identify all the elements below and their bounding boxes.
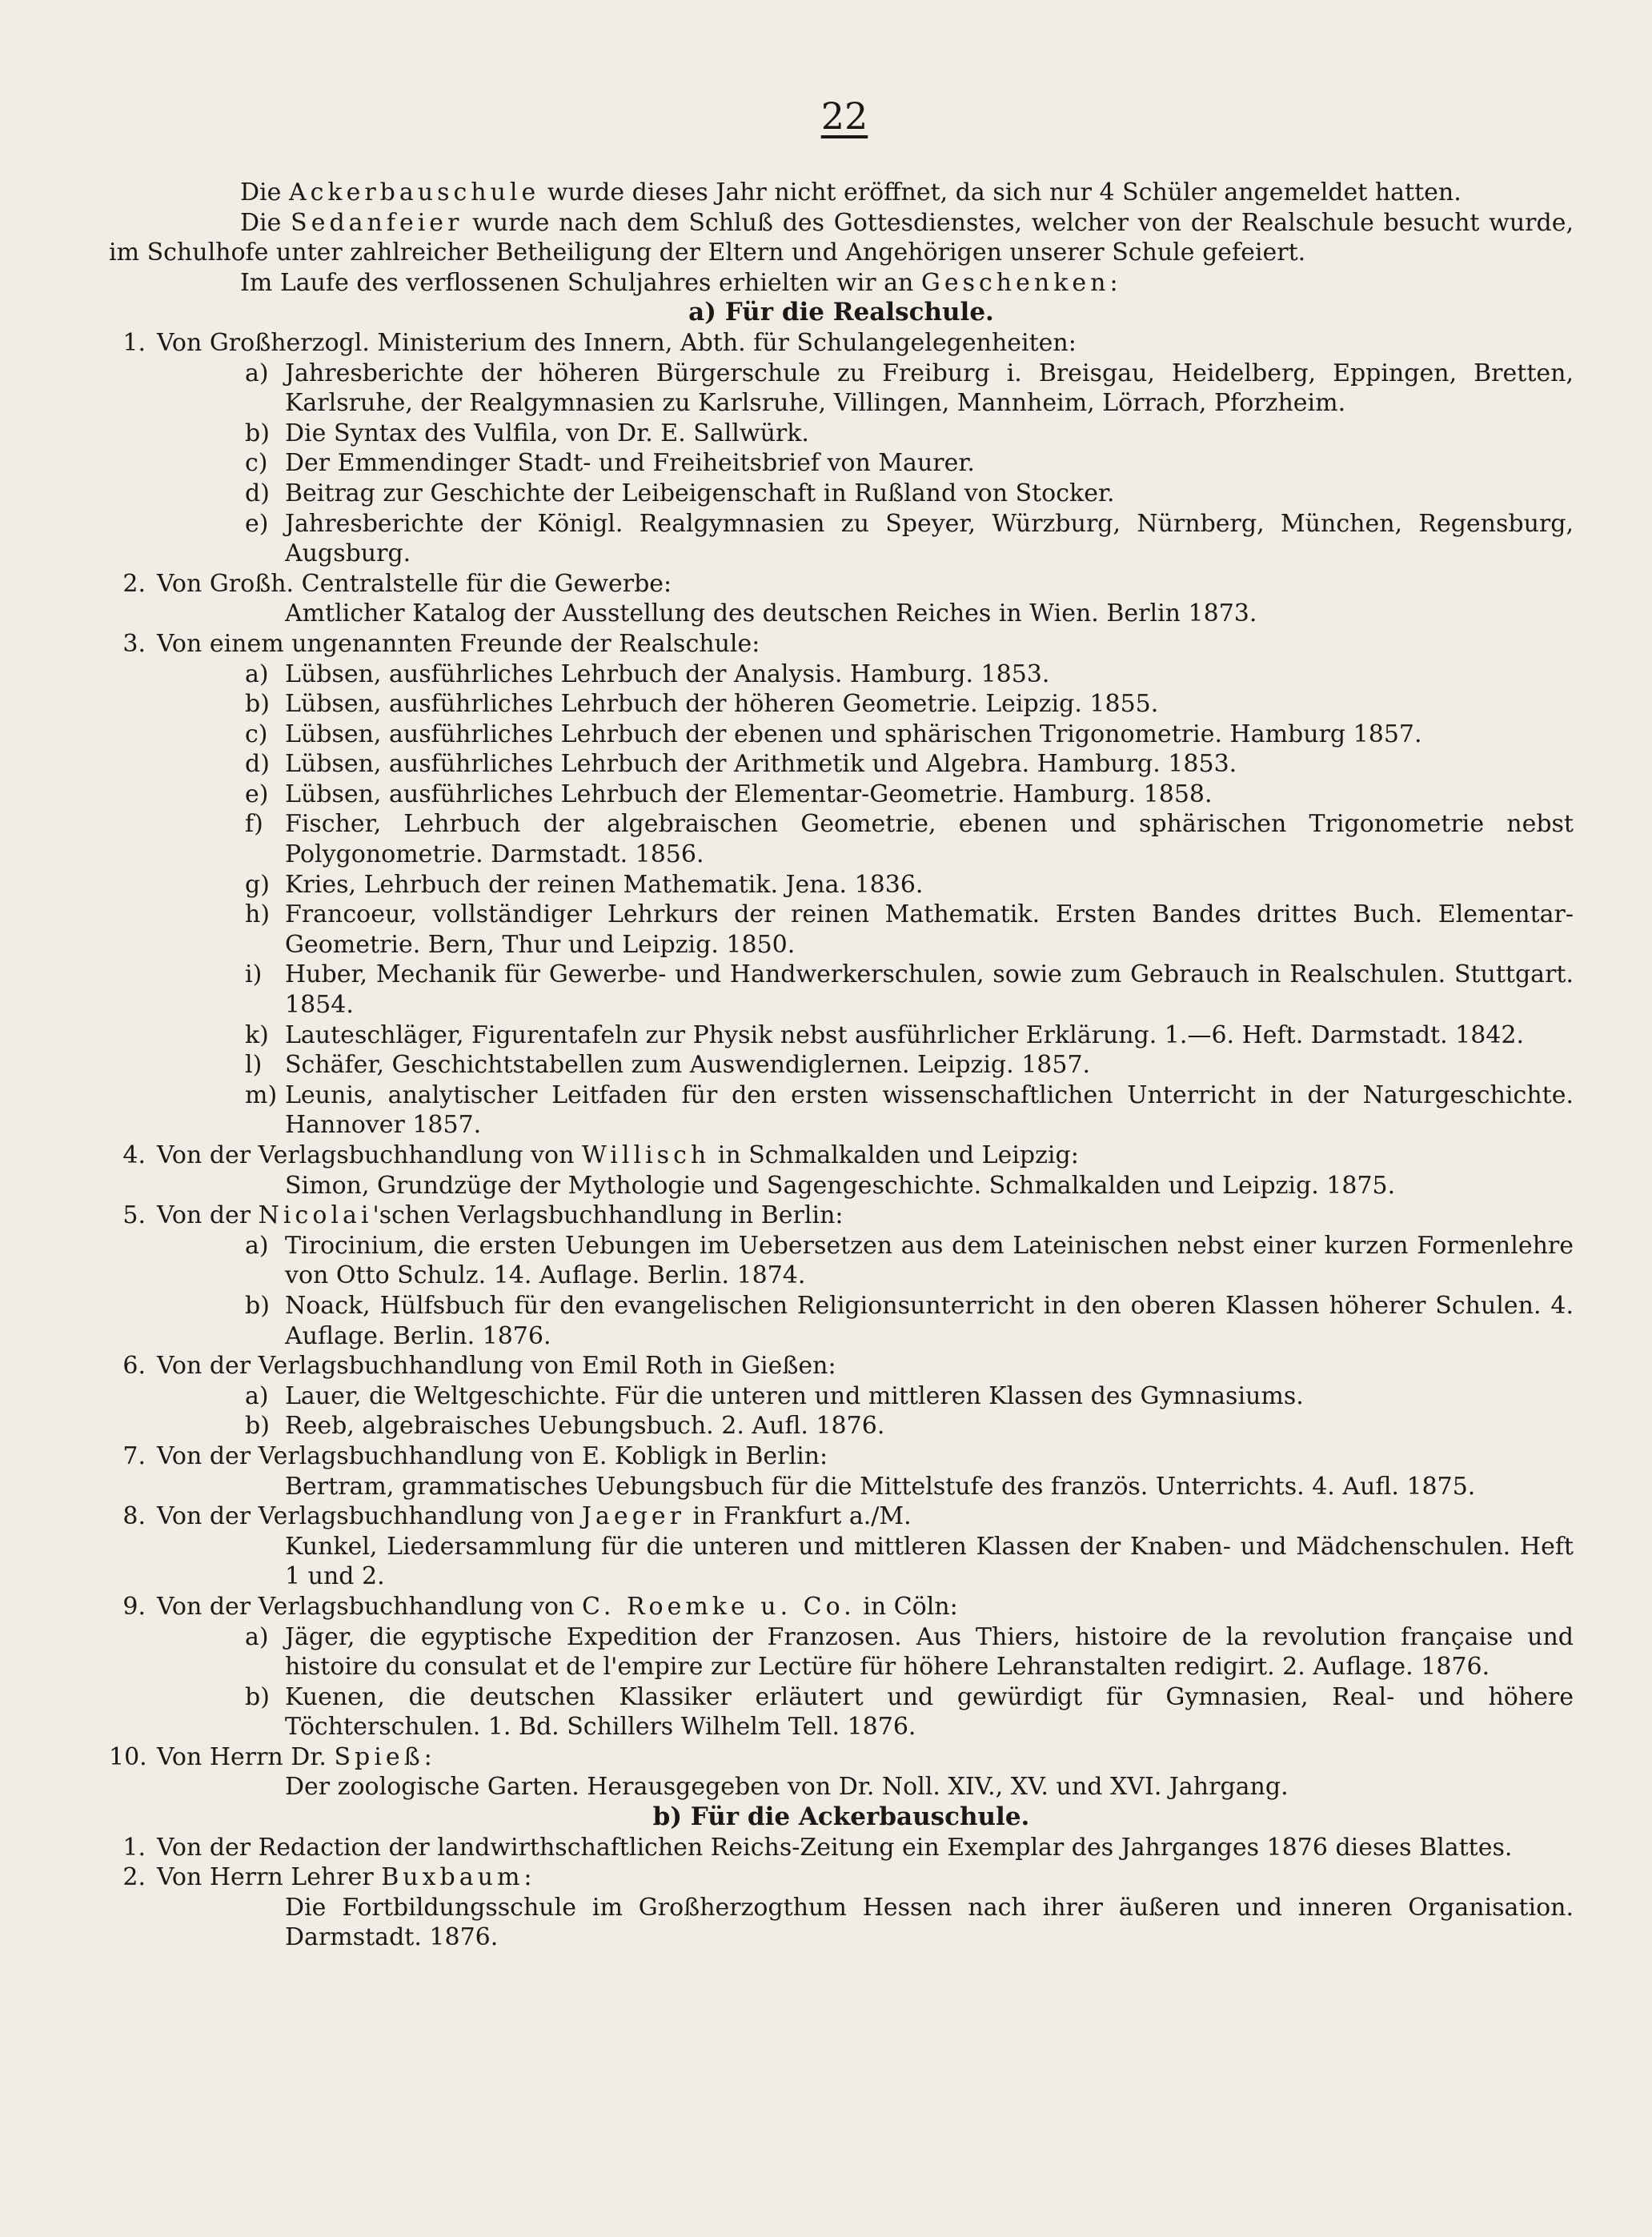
item-number: 2. bbox=[122, 1863, 146, 1892]
item-text: Von Herrn Dr. Spieß: bbox=[157, 1742, 432, 1771]
item-entry: Bertram, grammatisches Uebungsbuch für die Mittelstufe des französ. Unterrichts. 4. Aufl. 1875. bbox=[285, 1472, 1476, 1501]
sub-item: i) Huber, Mechanik für Gewerbe- und Handwerkerschulen, sowie zum Gebrauch in Realschulen. Stuttgart. 1854. bbox=[245, 960, 1574, 1020]
item-number: 3. bbox=[122, 629, 146, 658]
sub-item: d) Lübsen, ausführliches Lehrbuch der Arithmetik und Algebra. Hamburg. 1853. bbox=[245, 750, 1237, 779]
list-item bbox=[109, 328, 1574, 359]
sub-item: b) Reeb, algebraisches Uebungsbuch. 2. Aufl. 1876. bbox=[245, 1412, 885, 1441]
list-item bbox=[109, 1742, 1574, 1773]
list-item bbox=[109, 1141, 1574, 1171]
sub-item: m) Leunis, analytischer Leitfaden für den ersten wissenschaftlichen Unterricht in der Naturgeschichte. Hannover 1857. bbox=[245, 1080, 1574, 1140]
sub-item: b) Noack, Hülfsbuch für den evangelischen Religionsunterricht in den oberen Klassen höherer Schulen. 4. Auflage. Berlin. 1876. bbox=[245, 1291, 1574, 1350]
item-number: 1. bbox=[122, 1833, 146, 1862]
paragraph-geschenke: Im Laufe des verflossenen Schuljahres erhielten wir an Geschenken: bbox=[240, 268, 1122, 297]
item-text: Von der Verlagsbuchhandlung von Emil Roth in Gießen: bbox=[157, 1352, 836, 1381]
sub-item: k) Lauteschläger, Figurentafeln zur Physik nebst ausführlicher Erklärung. 1.—6. Heft. Darmstadt. 1842. bbox=[245, 1020, 1525, 1049]
list-item bbox=[109, 1833, 1574, 1863]
sub-item: h) Francoeur, vollständiger Lehrkurs der reinen Mathematik. Ersten Bandes drittes Buch. Elementar-Geometrie. Bern, Thur und Leipzig. 1850. bbox=[245, 900, 1574, 959]
list-item bbox=[109, 629, 1574, 659]
item-text: Von einem ungenannten Freunde der Realschule: bbox=[157, 629, 760, 658]
item-number: 1. bbox=[122, 328, 146, 357]
item-text: Von der Redaction der landwirthschaftlichen Reichs-Zeitung ein Exemplar des Jahrganges 1876 dieses Blattes. bbox=[157, 1833, 1513, 1862]
sub-item: d) Beitrag zur Geschichte der Leibeigenschaft in Rußland von Stocker. bbox=[245, 479, 1115, 507]
item-entry: Amtlicher Katalog der Ausstellung des deutschen Reiches in Wien. Berlin 1873. bbox=[285, 599, 1257, 628]
item-number: 8. bbox=[122, 1502, 146, 1531]
page-number: 22 bbox=[820, 94, 868, 138]
item-text: Von Herrn Lehrer Buxbaum: bbox=[157, 1863, 532, 1892]
list-item bbox=[109, 1592, 1574, 1622]
sub-item: c) Lübsen, ausführliches Lehrbuch der ebenen und sphärischen Trigonometrie. Hamburg 1857. bbox=[245, 720, 1422, 748]
sub-item: l) Schäfer, Geschichtstabellen zum Auswendiglernen. Leipzig. 1857. bbox=[245, 1051, 1091, 1080]
spaced-term: Sedanfeier bbox=[291, 208, 463, 237]
item-entry: Simon, Grundzüge der Mythologie und Sagengeschichte. Schmalkalden und Leipzig. 1875. bbox=[285, 1171, 1396, 1200]
sub-item: a) Tirocinium, die ersten Uebungen im Uebersetzen aus dem Lateinischen nebst einer kurzen Formenlehre von Otto Schulz. 14. Auflage. Berlin. 1874. bbox=[245, 1231, 1574, 1290]
sub-item: g) Kries, Lehrbuch der reinen Mathematik. Jena. 1836. bbox=[245, 870, 924, 899]
sub-item: a) Lauer, die Weltgeschichte. Für die unteren und mittleren Klassen des Gymnasiums. bbox=[245, 1381, 1304, 1410]
section-heading-ackerbauschule: b) Für die Ackerbauschule. bbox=[652, 1802, 1030, 1832]
spaced-term: Geschenken: bbox=[920, 268, 1122, 297]
item-number: 2. bbox=[122, 569, 146, 598]
sub-item: c) Der Emmendinger Stadt- und Freiheitsbrief von Maurer. bbox=[245, 449, 975, 478]
item-number: 9. bbox=[122, 1592, 146, 1621]
list-item bbox=[109, 1441, 1574, 1472]
item-text: Von der Verlagsbuchhandlung von C. Roemke u. Co. in Cöln: bbox=[157, 1592, 958, 1621]
sub-item: e) Lübsen, ausführliches Lehrbuch der Elementar-Geometrie. Hamburg. 1858. bbox=[245, 780, 1213, 808]
paragraph-sedanfeier: Die Sedanfeier wurde nach dem Schluß des Gottesdienstes, welcher von der Realschule besucht wurde, im Schulhofe unter zahlreicher Betheiligung der Eltern und Angehörigen unserer Schule gefeiert. bbox=[109, 208, 1574, 267]
page-body bbox=[109, 178, 1574, 1953]
list-item bbox=[109, 569, 1574, 599]
section-heading-realschule: a) Für die Realschule. bbox=[688, 298, 994, 327]
sub-item: f) Fischer, Lehrbuch der algebraischen Geometrie, ebenen und sphärischen Trigonometrie nebst Polygonometrie. Darmstadt. 1856. bbox=[245, 810, 1574, 869]
item-text: Von der Nicolai'schen Verlagsbuchhandlung in Berlin: bbox=[157, 1201, 844, 1230]
item-entry: Kunkel, Liedersammlung für die unteren und mittleren Klassen der Knaben- und Mädchenschulen. Heft 1 und 2. bbox=[285, 1532, 1574, 1591]
item-entry: Die Fortbildungsschule im Großherzogthum Hessen nach ihrer äußeren und inneren Organisation. Darmstadt. 1876. bbox=[285, 1893, 1574, 1952]
item-text: Von der Verlagsbuchhandlung von Jaeger in Frankfurt a./M. bbox=[157, 1502, 912, 1531]
paragraph-ackerbauschule: Die Ackerbauschule wurde dieses Jahr nicht eröffnet, da sich nur 4 Schüler angemeldet hatten. bbox=[240, 178, 1462, 206]
list-item bbox=[109, 1501, 1574, 1532]
sub-item: e) Jahresberichte der Königl. Realgymnasien zu Speyer, Würzburg, Nürnberg, München, Regensburg, Augsburg. bbox=[245, 509, 1574, 568]
item-number: 5. bbox=[122, 1201, 146, 1230]
item-text: Von Großh. Centralstelle für die Gewerbe: bbox=[157, 569, 672, 598]
item-number: 6. bbox=[122, 1352, 146, 1381]
item-text: Von der Verlagsbuchhandlung von E. Kobligk in Berlin: bbox=[157, 1441, 828, 1470]
list-item bbox=[109, 1201, 1574, 1231]
item-number: 10. bbox=[109, 1742, 147, 1771]
item-text: Von der Verlagsbuchhandlung von Willisch in Schmalkalden und Leipzig: bbox=[157, 1141, 1079, 1169]
sub-item: b) Lübsen, ausführliches Lehrbuch der höheren Geometrie. Leipzig. 1855. bbox=[245, 690, 1159, 719]
item-text: Von Großherzogl. Ministerium des Innern, Abth. für Schulangelegenheiten: bbox=[157, 328, 1077, 357]
list-item bbox=[109, 1862, 1574, 1893]
item-entry: Der zoologische Garten. Herausgegeben von Dr. Noll. XIV., XV. und XVI. Jahrgang. bbox=[285, 1773, 1289, 1802]
sub-item: b) Die Syntax des Vulfila, von Dr. E. Sallwürk. bbox=[245, 419, 809, 447]
sub-item: a) Lübsen, ausführliches Lehrbuch der Analysis. Hamburg. 1853. bbox=[245, 659, 1050, 688]
sub-item: a) Jahresberichte der höheren Bürgerschule zu Freiburg i. Breisgau, Heidelberg, Eppingen, Bretten, Karlsruhe, der Realgymnasien zu Karlsruhe, Villingen, Mannheim, Lörrach, Pforzheim. bbox=[245, 359, 1574, 418]
spaced-term: Ackerbauschule bbox=[288, 178, 540, 206]
list-item bbox=[109, 1351, 1574, 1381]
item-number: 4. bbox=[122, 1141, 146, 1169]
sub-item: b) Kuenen, die deutschen Klassiker erläutert und gewürdigt für Gymnasien, Real- und höhere Töchterschulen. 1. Bd. Schillers Wilhelm Tell. 1876. bbox=[245, 1682, 1574, 1742]
item-number: 7. bbox=[122, 1441, 146, 1470]
sub-item: a) Jäger, die egyptische Expedition der Franzosen. Aus Thiers, histoire de la revolution française und histoire du consulat et de l'empire zur Lectüre für höhere Lehranstalten redigirt. 2. Auflage. 1876. bbox=[245, 1622, 1574, 1682]
